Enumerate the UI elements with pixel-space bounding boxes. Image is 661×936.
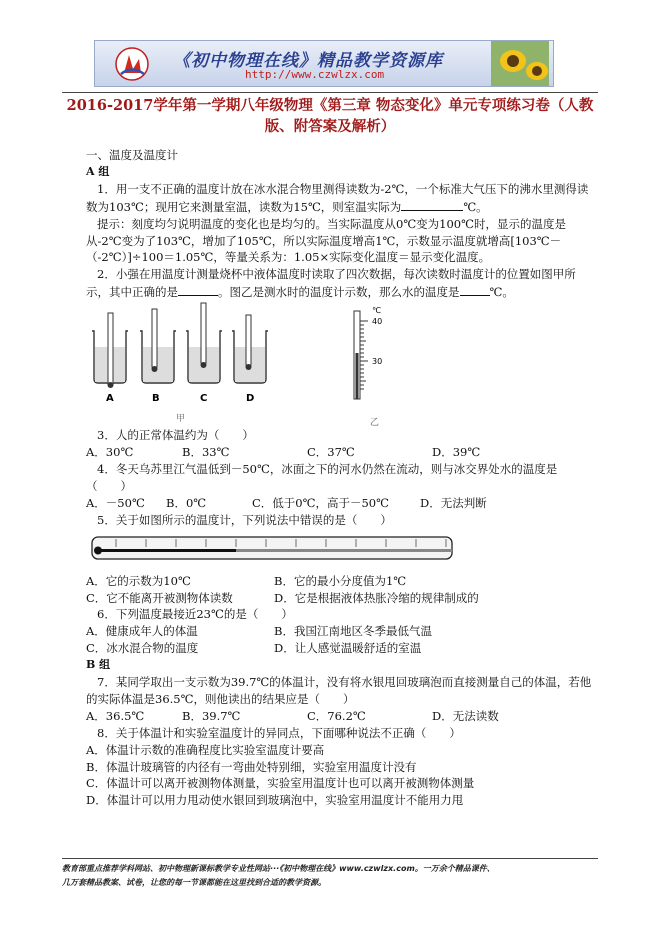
answer-blank: [401, 198, 463, 211]
worksheet-body: [86, 147, 592, 809]
question-3-options: [86, 444, 592, 461]
header-banner: [94, 40, 554, 87]
option-b[interactable]: B．我国江南地区冬季最低气温: [274, 624, 432, 639]
beaker-label-c: C: [200, 393, 208, 405]
thermometer-scale: [354, 311, 368, 399]
sunflower-image: [491, 41, 549, 87]
option-b[interactable]: B．它的最小分度值为1℃: [274, 573, 407, 588]
option-a[interactable]: A．体温计示数的准确程度比实验室温度计要高: [86, 742, 325, 757]
question-6-options-row2: [86, 640, 592, 657]
question-1-text: 1．用一支不正确的温度计放在冰水混合物里测得读数为-2℃，一个标准大气压下的沸水里测得读数为103℃；现用它来测量室温，读数为15℃，则室温实际为: [86, 181, 589, 214]
option-d[interactable]: D．39℃: [432, 445, 481, 460]
option-c[interactable]: C．体温计可以离开被测物体测量，实验室用温度计也可以离开被测物体测量: [86, 776, 475, 791]
option-c[interactable]: C．冰水混合物的温度: [86, 641, 199, 656]
option-c[interactable]: C．它不能离开被测物体读数: [86, 590, 233, 605]
figure-caption-left: 甲: [176, 414, 186, 425]
option-a[interactable]: A．－50℃: [86, 495, 145, 510]
thermometer-unit: ℃: [372, 306, 381, 316]
question-2-text-b: 。图乙是测水时的温度计示数，那么水的温度是: [218, 285, 460, 300]
beaker-b: [140, 309, 176, 383]
thermometer-tick-30: 30: [372, 357, 383, 367]
option-b[interactable]: B．39.7℃: [182, 708, 241, 723]
question-1-unit: ℃。: [463, 199, 488, 214]
figure-caption-right: 乙: [370, 418, 380, 428]
option-d[interactable]: D．无法判断: [420, 495, 487, 510]
beaker-label-a: A: [106, 393, 114, 405]
question-2-unit: ℃。: [489, 285, 514, 300]
question-6-options-row1: [86, 623, 592, 640]
question-7: 7．某同学取出一支示数为39.7℃的体温计，没有将水银甩回玻璃泡而直接测量自己的体温，若他的实际体温是36.5℃，则他读出的结果应是（ ）: [86, 675, 592, 706]
level-a-label: A 组: [86, 164, 110, 178]
document-title: 2016-2017学年第一学期八年级物理《第三章 物态变化》单元专项练习卷（人教版、附答案及解析）: [66, 97, 594, 135]
option-a[interactable]: A．36.5℃: [86, 708, 145, 723]
banner-title: 《初中物理在线》精品教学资源库: [173, 51, 443, 71]
level-b-label: B 组: [86, 658, 111, 672]
question-3: 3．人的正常体温约为（ ）: [97, 428, 254, 443]
footer-rule: [62, 858, 598, 859]
option-a[interactable]: A．它的示数为10℃: [86, 573, 191, 588]
site-logo: [115, 47, 149, 81]
figure-thermometer-strip: [86, 529, 592, 573]
question-1: [86, 181, 592, 216]
question-5: 5．关于如图所示的温度计，下列说法中错误的是（ ）: [97, 512, 392, 527]
header-rule: [62, 92, 598, 93]
question-5-options-row2: [86, 590, 592, 607]
question-5-options-row1: [86, 573, 592, 590]
figure-svg: [86, 301, 592, 427]
beaker-label-d: D: [246, 393, 255, 405]
question-2: [86, 266, 592, 301]
figure-beakers-thermometer: [86, 301, 592, 427]
question-6: 6．下列温度最接近23℃的是（ ）: [97, 607, 293, 622]
option-b[interactable]: B．0℃: [166, 495, 207, 510]
option-d[interactable]: D．无法读数: [432, 708, 499, 723]
footer-line-1: 教育部重点推荐学科网站、初中物理新课标教学专业性网站···《初中物理在线》www.czwlzx.com。一万余个精品课件、: [62, 864, 495, 873]
question-4: 4．冬天乌苏里江气温低到－50℃，冰面之下的河水仍然在流动，则与冰交界处水的温度是（ ）: [86, 461, 558, 493]
thermometer-tick-40: 40: [372, 317, 383, 327]
option-d[interactable]: D．让人感觉温暖舒适的室温: [274, 641, 422, 656]
answer-blank: [178, 283, 218, 296]
option-c[interactable]: C．76.2℃: [307, 708, 366, 723]
page-footer: [62, 862, 602, 890]
beaker-a: [92, 313, 128, 388]
thermometer-strip-svg: [86, 529, 592, 573]
question-7-options: [86, 708, 592, 725]
question-8: 8．关于体温计和实验室温度计的异同点，下面哪种说法不正确（ ）: [97, 725, 461, 740]
beaker-c: [186, 303, 222, 383]
footer-line-2: 几万套精品教案、试卷，让您的每一节课都能在这里找到合适的教学资源。: [62, 878, 326, 887]
option-d[interactable]: D．它是根据液体热胀冷缩的规律制成的: [274, 590, 479, 605]
option-b[interactable]: B．体温计玻璃管的内径有一弯曲处特别细，实验室用温度计没有: [86, 759, 417, 774]
option-a[interactable]: A．健康成年人的体温: [86, 624, 198, 639]
option-a[interactable]: A．30℃: [86, 445, 134, 460]
option-c[interactable]: C．37℃: [307, 445, 355, 460]
beaker-d: [232, 315, 268, 383]
beaker-label-b: B: [152, 393, 160, 405]
answer-blank: [460, 283, 490, 296]
section-heading: 一、温度及温度计: [86, 148, 178, 162]
question-4-options: [86, 495, 592, 512]
option-b[interactable]: B．33℃: [182, 445, 230, 460]
option-c[interactable]: C．低于0℃，高于－50℃: [252, 495, 389, 510]
hint-text: 提示：刻度均匀说明温度的变化也是均匀的。当实际温度从0℃变为100℃时，显示的温度是从-2℃变为了103℃，增加了105℃，所以实际温度增高1℃，示数显示温度就增高[103℃－（-2℃）]÷100＝1.05℃，等量关系为：1.05×实际变化温度＝显示变化温度。: [86, 216, 566, 265]
option-d[interactable]: D．体温计可以用力甩动使水银回到玻璃泡中，实验室用温度计不能用力甩: [86, 793, 464, 808]
question-2-text-a: 2．小强在用温度计测量烧杯中液体温度时读取了四次数据，每次读数时温度计的位置如图甲所示，其中正确的是: [86, 267, 576, 300]
banner-url[interactable]: http://www.czwlzx.com: [245, 68, 385, 81]
